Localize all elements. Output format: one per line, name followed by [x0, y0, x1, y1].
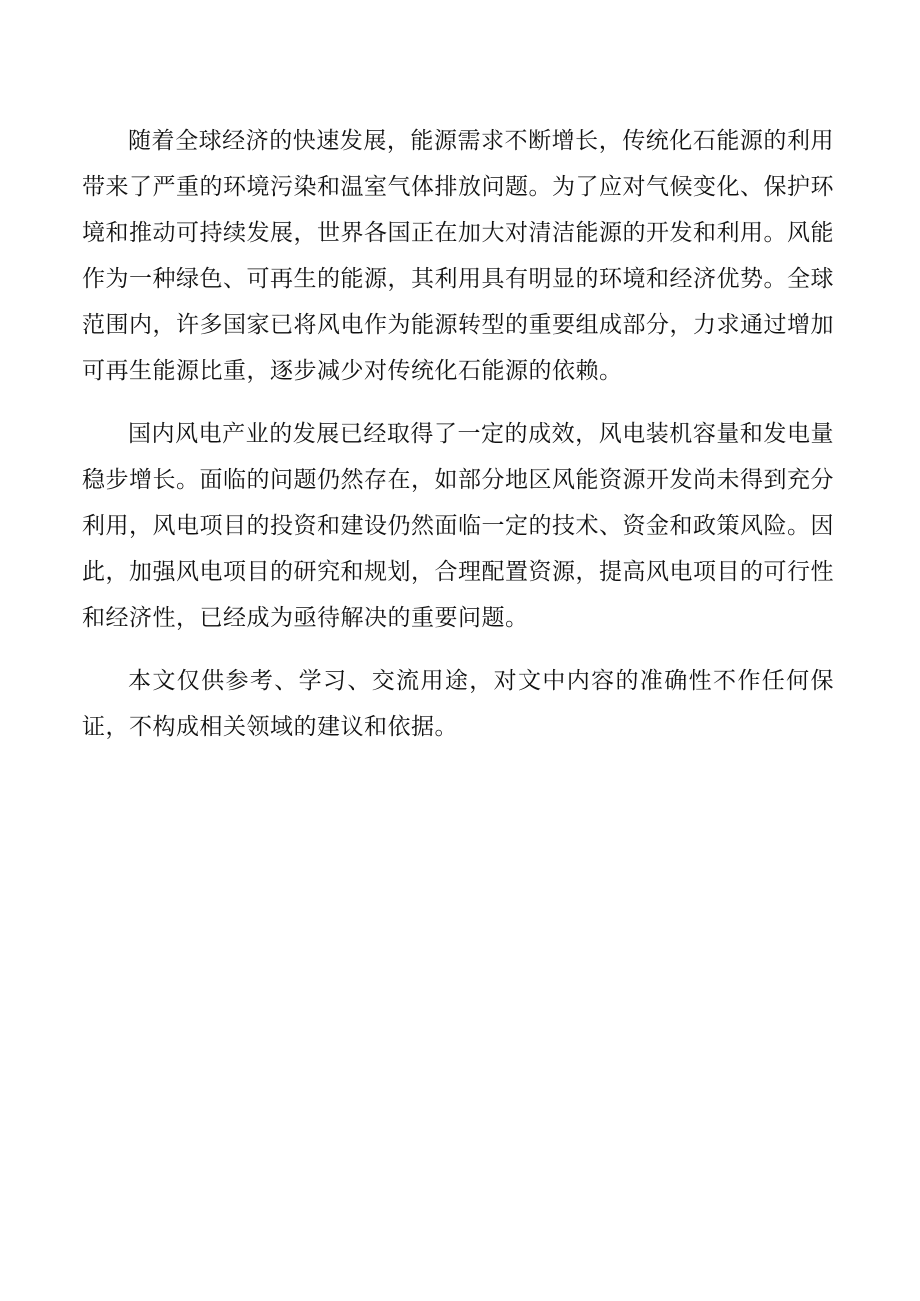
- document-body: [82, 118, 834, 767]
- paragraph-intro: 随着全球经济的快速发展，能源需求不断增长，传统化石能源的利用带来了严重的环境污染和温室气体排放问题。为了应对气候变化、保护环境和推动可持续发展，世界各国正在加大对清洁能源的开发和利用。风能作为一种绿色、可再生的能源，其利用具有明显的环境和经济优势。全球范围内，许多国家已将风电作为能源转型的重要组成部分，力求通过增加可再生能源比重，逐步减少对传统化石能源的依赖。: [82, 128, 834, 384]
- paragraph-disclaimer: 本文仅供参考、学习、交流用途，对文中内容的准确性不作任何保证，不构成相关领域的建议和依据。: [82, 668, 834, 740]
- paragraph-domestic-wind-industry: 国内风电产业的发展已经取得了一定的成效，风电装机容量和发电量稳步增长。面临的问题仍然存在，如部分地区风能资源开发尚未得到充分利用，风电项目的投资和建设仍然面临一定的技术、资金和政策风险。因此，加强风电项目的研究和规划，合理配置资源，提高风电项目的可行性和经济性，已经成为亟待解决的重要问题。: [82, 421, 834, 631]
